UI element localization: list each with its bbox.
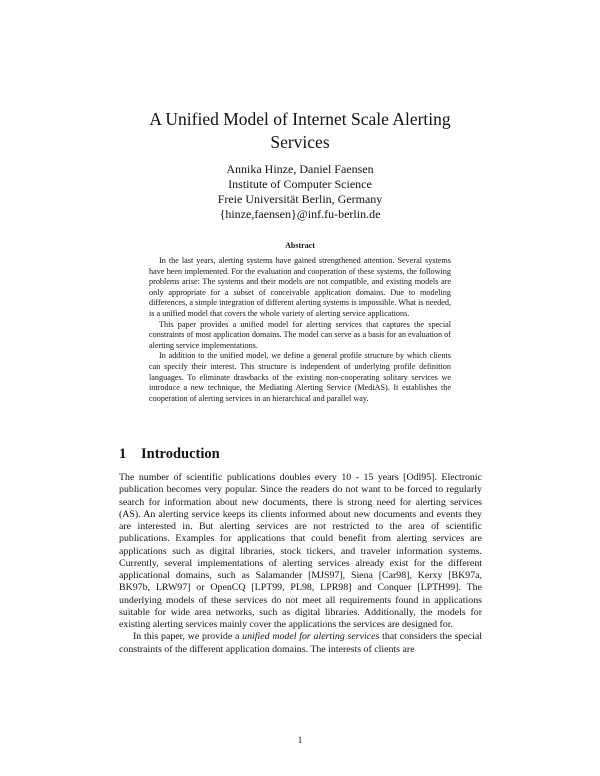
author-block <box>150 162 450 222</box>
abstract-body <box>149 256 451 404</box>
introduction-body <box>119 472 482 656</box>
body-paragraph-2 <box>119 631 482 656</box>
university: Freie Universität Berlin, Germany <box>217 192 383 206</box>
section-number: 1 <box>119 446 127 462</box>
body-paragraph-1: The number of scientific publications doubles every 10 - 15 years [Odl95]. Electronic publication becomes very popular. Since the readers do not want to be forced to regularly search for information about new documents, there is strong need for alerting services (AS). An alerting service keeps its clients informed about new documents and events they are interested in. But alerting services are not restricted to the area of scientific publications. Examples for applications that could benefit from alerting services are applications such as digital libraries, stock tickers, and traveler information systems. Currently, several implementations of alerting services already exist for the different applicational domains, such as Salamander [MJS97], Siena [Car98], Kerxy [BK97a, BK97b, LRW97] or OpenCQ [LPT99, PL98, LPR98] and Conquer [LPTH99]. The underlying models of these services do not meet all requirements found in applications suitable for wide area networks, such as digital libraries. Additionally, the models for existing alerting services mainly cover the applications the services are designed for. <box>119 472 482 630</box>
author-email: {hinze,faensen}@inf.fu-berlin.de <box>219 207 381 221</box>
body-p2-start: In this paper, we provide a <box>133 631 243 643</box>
abstract-paragraph-3: In addition to the unified model, we define a general profile structure by which clients can specify their interest. This structure is independent of underlying profile definition languages. To eliminate drawbacks of the existing non-cooperating solitary services we introduce a new technique, the Mediating Alerting Service (MediAS). It establishes the cooperation of alerting services in an hierarchical and parallel way. <box>149 351 451 403</box>
title-line-1: A Unified Model of Internet Scale Alerting <box>149 109 451 129</box>
abstract-heading: Abstract <box>285 241 315 250</box>
title-line-2: Services <box>270 132 330 152</box>
section-heading <box>119 446 220 463</box>
paper-title <box>100 108 500 154</box>
page-number: 1 <box>297 736 303 746</box>
abstract-paragraph-2: This paper provides a unified model for alerting services that captures the special constraints of most application domains. The model can serve as a basis for an evaluation of alerting service implementations. <box>149 319 451 350</box>
affiliation: Institute of Computer Science <box>228 177 372 191</box>
author-names: Annika Hinze, Daniel Faensen <box>226 162 374 176</box>
body-p2-end: that considers the special constraints of the different application domains. The interests of clients are <box>119 631 482 655</box>
section-title: Introduction <box>141 446 220 462</box>
body-p2-emphasis: unified model for alerting services <box>242 631 380 643</box>
abstract-paragraph-1: In the last years, alerting systems have gained strengthened attention. Several systems have been implemented. For the evaluation and cooperation of these systems, the following problems arise: The systems and their models are not compatible, and existing models are only appropriate for a subset of conceivable application domains. Due to modeling differences, a simple integration of different alerting systems is impossible. What is needed, is a unified model that covers the whole variety of alerting service applications. <box>149 256 451 318</box>
